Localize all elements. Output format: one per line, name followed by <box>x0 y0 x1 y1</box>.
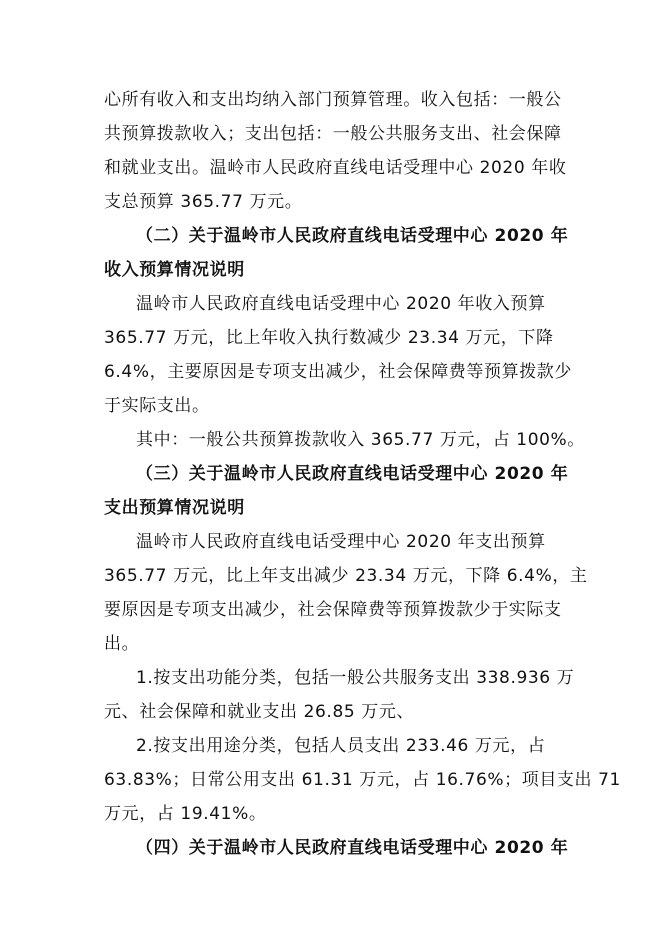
paragraph-line: 365.77 万元，比上年收入执行数减少 23.34 万元，下降 <box>104 328 554 348</box>
paragraph-line: 支总预算 365.77 万元。 <box>104 192 303 212</box>
paragraph-line: 要原因是专项支出减少，社会保障费等预算拨款少于实际支 <box>104 600 562 620</box>
section-heading-3: （三）关于温岭市人民政府直线电话受理中心 2020 年 <box>136 464 569 484</box>
section-heading-2-cont: 收入预算情况说明 <box>104 260 245 280</box>
paragraph-line: 于实际支出。 <box>104 396 210 416</box>
list-item-line: 63.83%；日常公用支出 61.31 万元，占 16.76%；项目支出 71 <box>104 770 621 790</box>
paragraph-line: 出。 <box>104 634 140 654</box>
paragraph-line: 6.4%，主要原因是专项支出减少，社会保障费等预算拨款少 <box>104 362 572 382</box>
paragraph-line: 365.77 万元，比上年支出减少 23.34 万元，下降 6.4%，主 <box>104 566 588 586</box>
list-item-line: 1.按支出功能分类，包括一般公共服务支出 338.936 万 <box>136 668 575 688</box>
paragraph-line: 温岭市人民政府直线电话受理中心 2020 年收入预算 <box>136 294 546 314</box>
list-item-line: 2.按支出用途分类，包括人员支出 233.46 万元，占 <box>136 736 546 756</box>
paragraph-line: 和就业支出。温岭市人民政府直线电话受理中心 2020 年收 <box>104 158 567 178</box>
paragraph-line: 共预算拨款收入；支出包括：一般公共服务支出、社会保障 <box>104 124 562 144</box>
list-item-line: 万元，占 19.41%。 <box>104 804 267 824</box>
section-heading-3-cont: 支出预算情况说明 <box>104 498 245 518</box>
paragraph-line: 其中：一般公共预算拨款收入 365.77 万元，占 100%。 <box>136 430 585 450</box>
section-heading-4: （四）关于温岭市人民政府直线电话受理中心 2020 年 <box>136 838 569 858</box>
section-heading-2: （二）关于温岭市人民政府直线电话受理中心 2020 年 <box>136 226 569 246</box>
paragraph-line: 心所有收入和支出均纳入部门预算管理。收入包括：一般公 <box>104 90 562 110</box>
list-item-line: 元、社会保障和就业支出 26.85 万元、 <box>104 702 415 722</box>
paragraph-line: 温岭市人民政府直线电话受理中心 2020 年支出预算 <box>136 532 546 552</box>
